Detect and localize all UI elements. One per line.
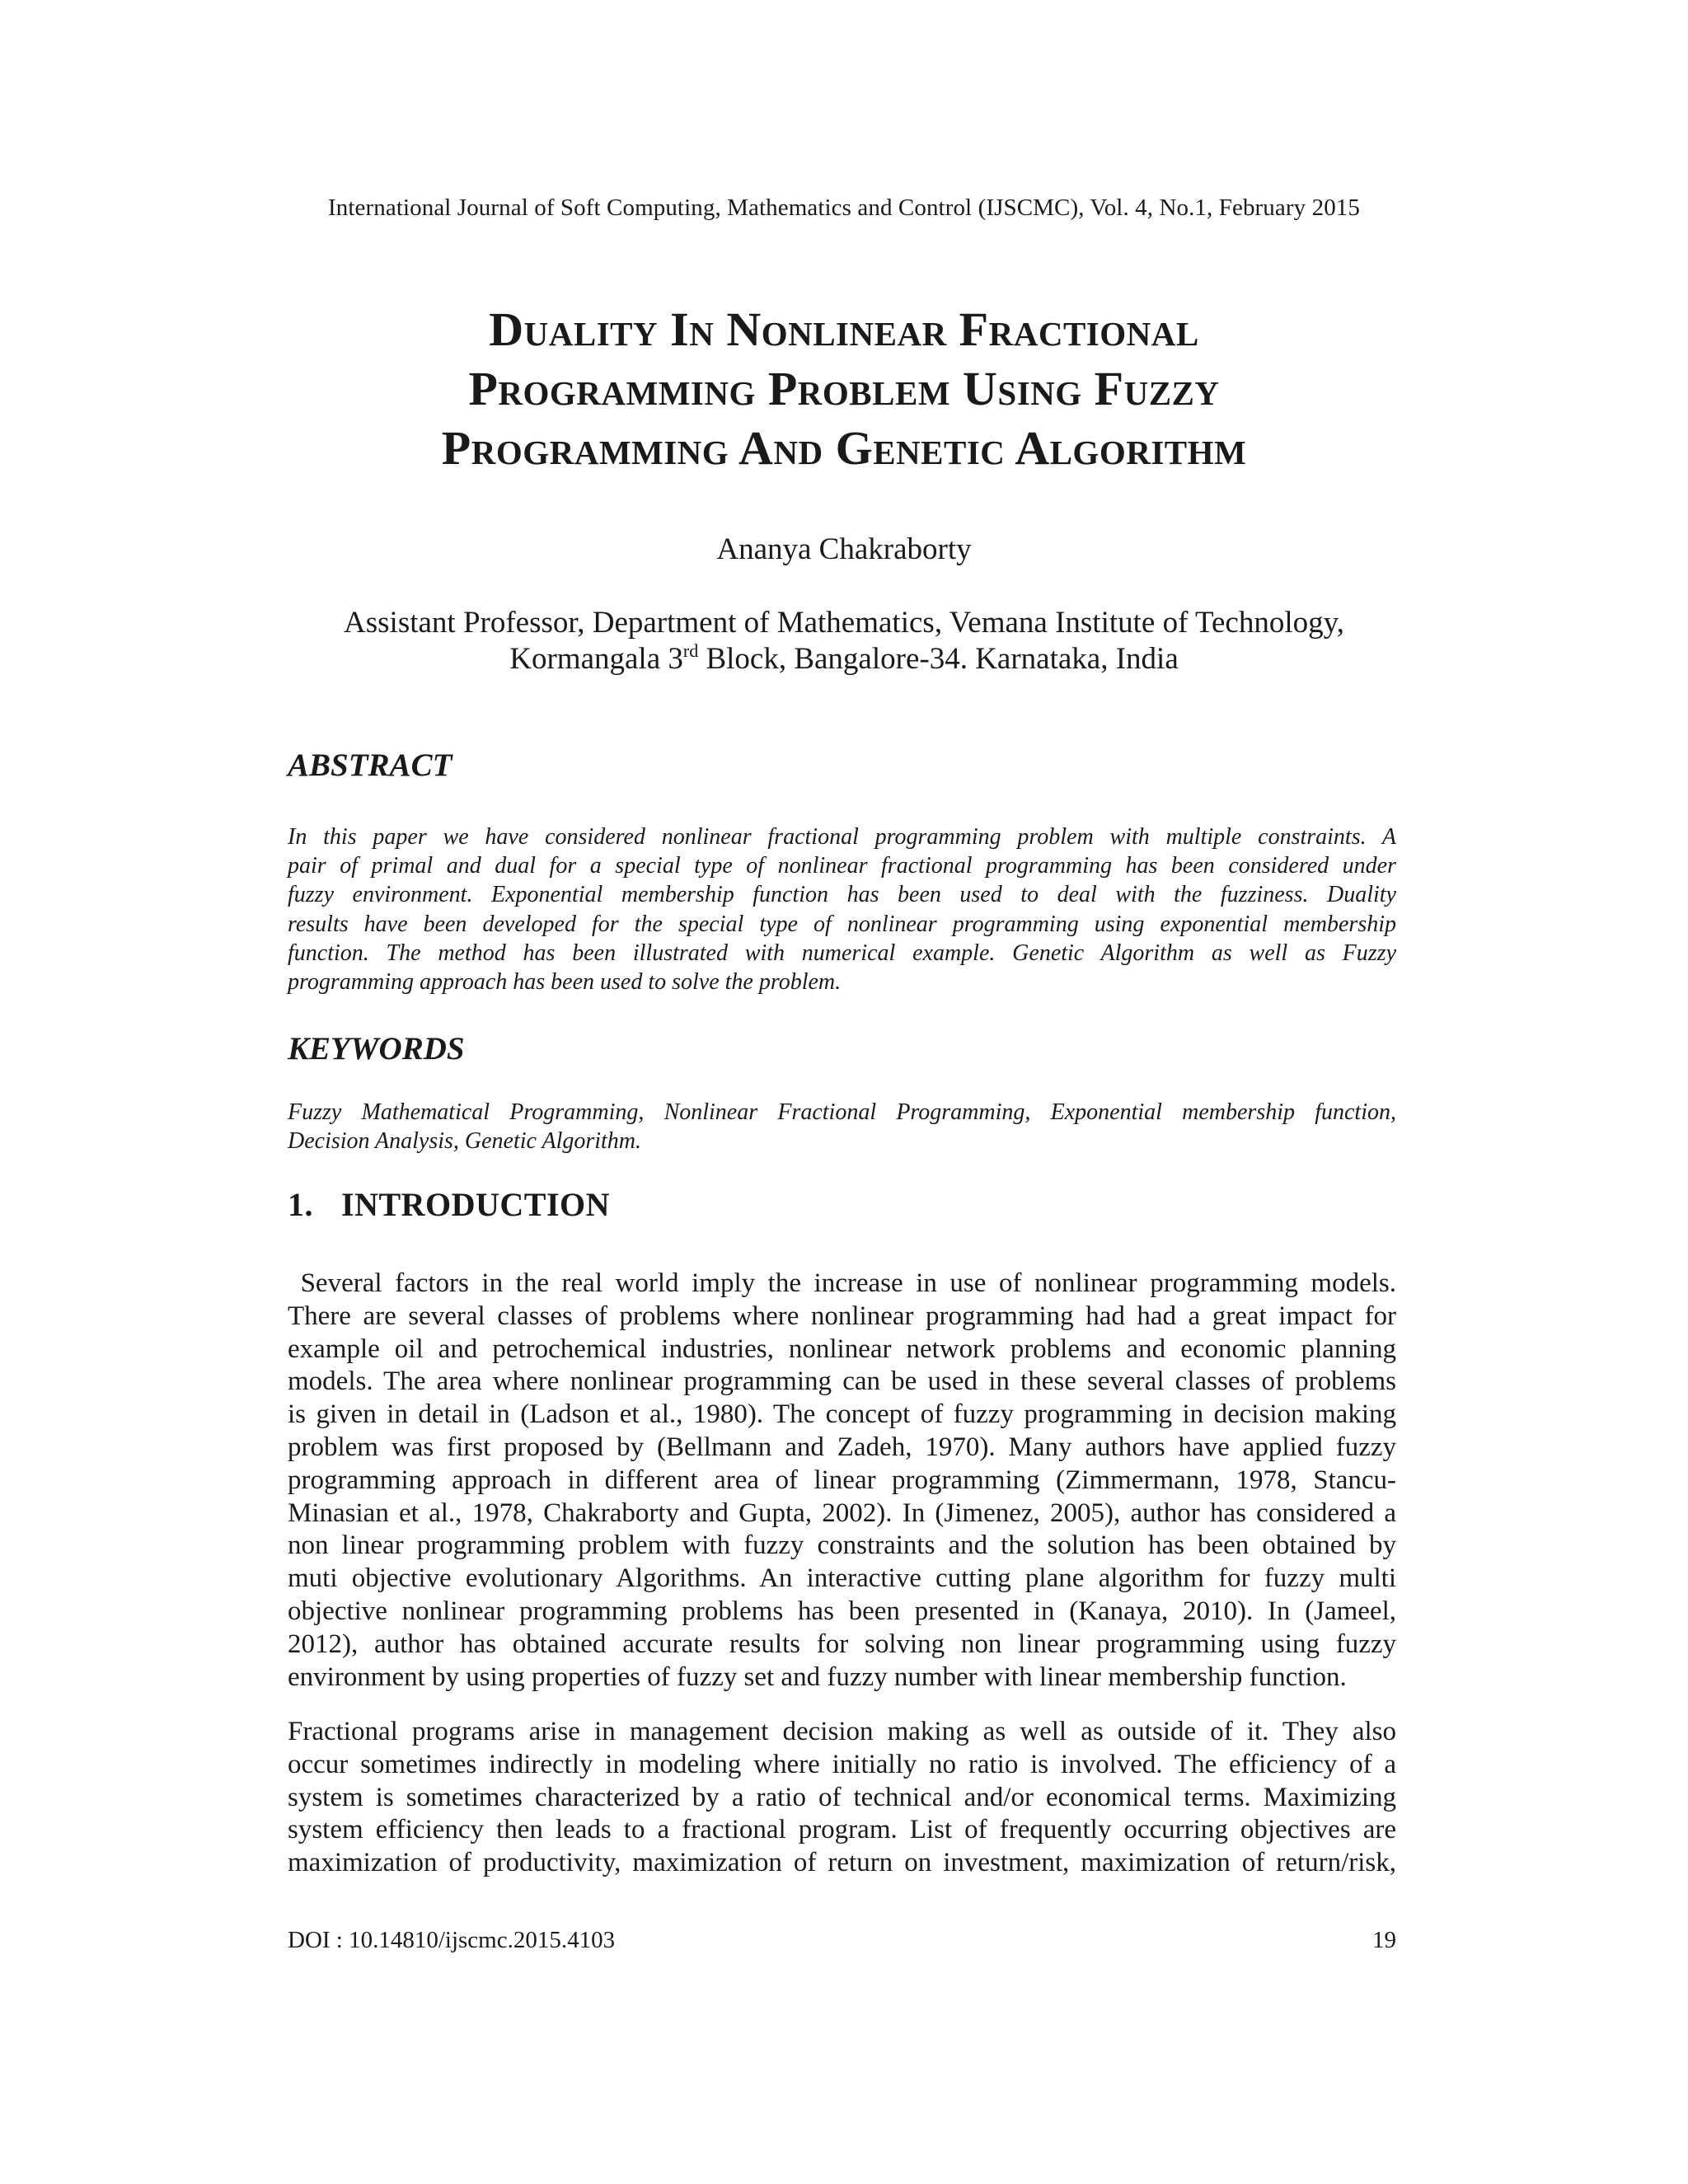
- paragraph-line: objective nonlinear programming problems has been presented in (Kanaya, 2010). In (Jameel,: [288, 1596, 1396, 1626]
- section-number: 1.: [288, 1186, 313, 1223]
- abstract-heading: ABSTRACT: [288, 748, 452, 783]
- title-line: Programming Problem Using Fuzzy: [468, 362, 1220, 415]
- section-title: INTRODUCTION: [341, 1186, 611, 1223]
- keywords-heading: KEYWORDS: [288, 1031, 465, 1066]
- author-affiliation: [165, 605, 1523, 677]
- paragraph-line: 2012), author has obtained accurate results for solving non linear programming using fuzzy: [288, 1629, 1396, 1659]
- abstract-line: programming approach has been used to solve the problem.: [288, 969, 842, 996]
- running-header: International Journal of Soft Computing, Mathematics and Control (IJSCMC), Vol. 4, No.1, February 2015: [328, 194, 1360, 221]
- keywords-body: [288, 1098, 1396, 1155]
- paragraph-line: environment by using properties of fuzzy set and fuzzy number with linear membership function.: [288, 1661, 1347, 1692]
- paragraph-line: maximization of productivity, maximization of return on investment, maximization of return/risk,: [288, 1848, 1396, 1878]
- paragraph-line: programming approach in different area of linear programming (Zimmermann, 1978, Stancu-: [288, 1465, 1396, 1495]
- author-name: Ananya Chakraborty: [716, 532, 972, 566]
- doi-footer: DOI : 10.14810/ijscmc.2015.4103: [288, 1927, 616, 1953]
- paragraph-line: Fractional programs arise in management decision making as well as outside of it. They also: [288, 1717, 1396, 1746]
- paragraph-line: problem was first proposed by (Bellmann and Zadeh, 1970). Many authors have applied fuzzy: [288, 1432, 1396, 1462]
- abstract-line: function. The method has been illustrated with numerical example. Genetic Algorithm as well as Fuzzy: [288, 940, 1396, 966]
- affiliation-text: Block, Bangalore-34. Karnataka, India: [698, 642, 1179, 676]
- paragraph-line: Minasian et al., 1978, Chakraborty and Gupta, 2002). In (Jimenez, 2005), author has considered a: [288, 1497, 1396, 1528]
- paragraph-line: occur sometimes indirectly in modeling where initially no ratio is involved. The efficiency of a: [288, 1749, 1396, 1779]
- abstract-line: fuzzy environment. Exponential membership function has been used to deal with the fuzziness. Duality: [288, 882, 1396, 908]
- paper-title: [165, 300, 1523, 478]
- paragraph-line: is given in detail in (Ladson et al., 1980). The concept of fuzzy programming in decision making: [288, 1399, 1396, 1430]
- paragraph-line: There are several classes of problems where nonlinear programming had had a great impact for: [288, 1301, 1396, 1331]
- paragraph-line: system efficiency then leads to a fractional program. List of frequently occurring objectives are: [288, 1815, 1396, 1845]
- intro-paragraph-1: [288, 1268, 1396, 1694]
- paragraph-line: system is sometimes characterized by a ratio of technical and/or economical terms. Maximizing: [288, 1782, 1396, 1812]
- paragraph-line: models. The area where nonlinear programming can be used in these several classes of problems: [288, 1366, 1396, 1397]
- abstract-line: In this paper we have considered nonlinear fractional programming problem with multiple constraints. A: [288, 824, 1396, 850]
- title-line: Programming And Genetic Algorithm: [441, 421, 1247, 475]
- paragraph-line: Several factors in the real world imply the increase in use of nonlinear programming models.: [288, 1268, 1396, 1298]
- title-line: Duality In Nonlinear Fractional: [489, 302, 1199, 356]
- affiliation-line: Assistant Professor, Department of Mathematics, Vemana Institute of Technology,: [344, 606, 1344, 640]
- keywords-line: Decision Analysis, Genetic Algorithm.: [288, 1128, 642, 1155]
- section-heading: [288, 1185, 610, 1224]
- affiliation-line: [165, 641, 1523, 677]
- affiliation-text: Kormangala 3: [509, 642, 683, 676]
- paragraph-line: muti objective evolutionary Algorithms. An interactive cutting plane algorithm for fuzzy multi: [288, 1563, 1396, 1594]
- paragraph-line: example oil and petrochemical industries, nonlinear network problems and economic planning: [288, 1333, 1396, 1364]
- abstract-line: results have been developed for the special type of nonlinear programming using exponential membership: [288, 911, 1396, 937]
- affiliation-superscript: rd: [682, 640, 699, 661]
- page-number: 19: [1372, 1927, 1396, 1953]
- keywords-line: Fuzzy Mathematical Programming, Nonlinear Fractional Programming, Exponential membership function,: [288, 1099, 1396, 1125]
- abstract-body: [288, 823, 1396, 996]
- paragraph-line: non linear programming problem with fuzzy constraints and the solution has been obtained by: [288, 1530, 1396, 1561]
- abstract-line: pair of primal and dual for a special type of nonlinear fractional programming has been considered under: [288, 853, 1396, 879]
- intro-paragraph-2: [288, 1716, 1396, 1880]
